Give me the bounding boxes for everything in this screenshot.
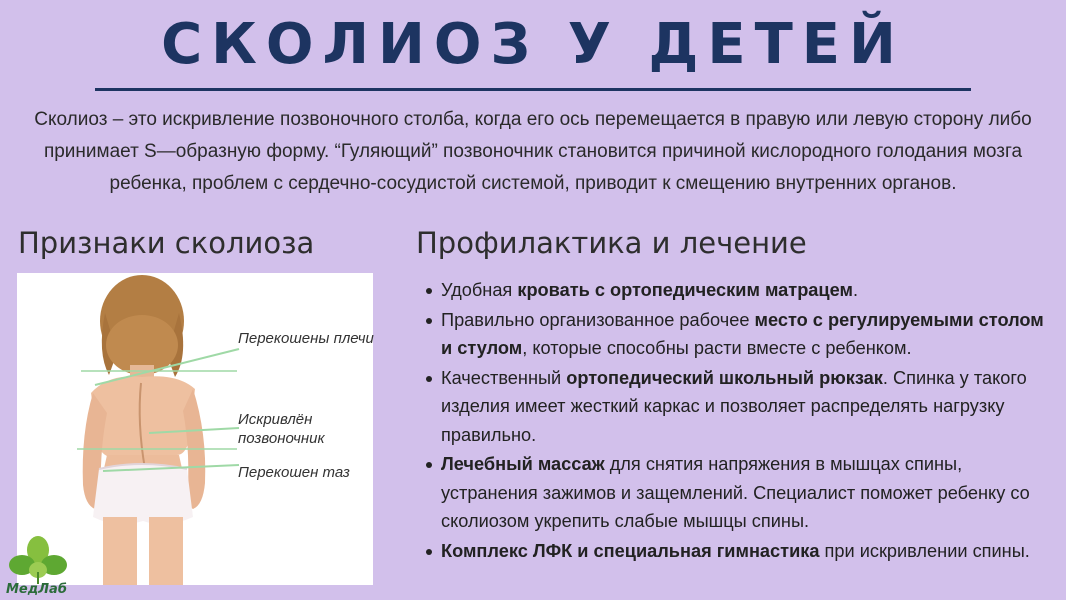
list-item: Комплекс ЛФК и специальная гимнастика при искривлении спины.	[424, 537, 1044, 566]
intro-text: Сколиоз – это искривление позвоночного столба, когда его ось перемещается в правую или левую сторону либо принимает S—образную форму. “Гуляющий” позвоночник становится причиной кислородного голодания мозга ребенка, проблем с сердечно-сосудистой системой, приводит к смещению внутренних органов.	[34, 109, 1032, 194]
list-item: Удобная кровать с ортопедическим матрацем.	[424, 276, 1044, 305]
label-pelvis: Перекошен таз	[238, 464, 350, 481]
list-item: Лечебный массаж для снятия напряжения в мышцах спины, устранения зажимов и защемлений. Специалист поможет ребенку со сколиозом укрепить слабые мышцы спины.	[424, 450, 1044, 536]
logo-text: МедЛаб	[6, 582, 67, 597]
label-shoulders: Перекошены плечи	[238, 330, 374, 347]
care-heading: Профилактика и лечение	[416, 226, 807, 260]
list-item: Качественный ортопедический школьный рюкзак. Спинка у такого изделия имеет жесткий каркас и позволяет распределять нагрузку правильно.	[424, 364, 1044, 450]
care-list	[424, 276, 1044, 566]
page-title: СКОЛИОЗ У ДЕТЕЙ	[161, 12, 905, 77]
list-item: Правильно организованное рабочее место с регулируемыми столом и стулом, которые способны расти вместе с ребенком.	[424, 306, 1044, 363]
title-underline	[95, 88, 971, 91]
signs-heading: Признаки сколиоза	[18, 226, 315, 260]
label-spine: Искривлён позвоночник	[238, 411, 325, 447]
